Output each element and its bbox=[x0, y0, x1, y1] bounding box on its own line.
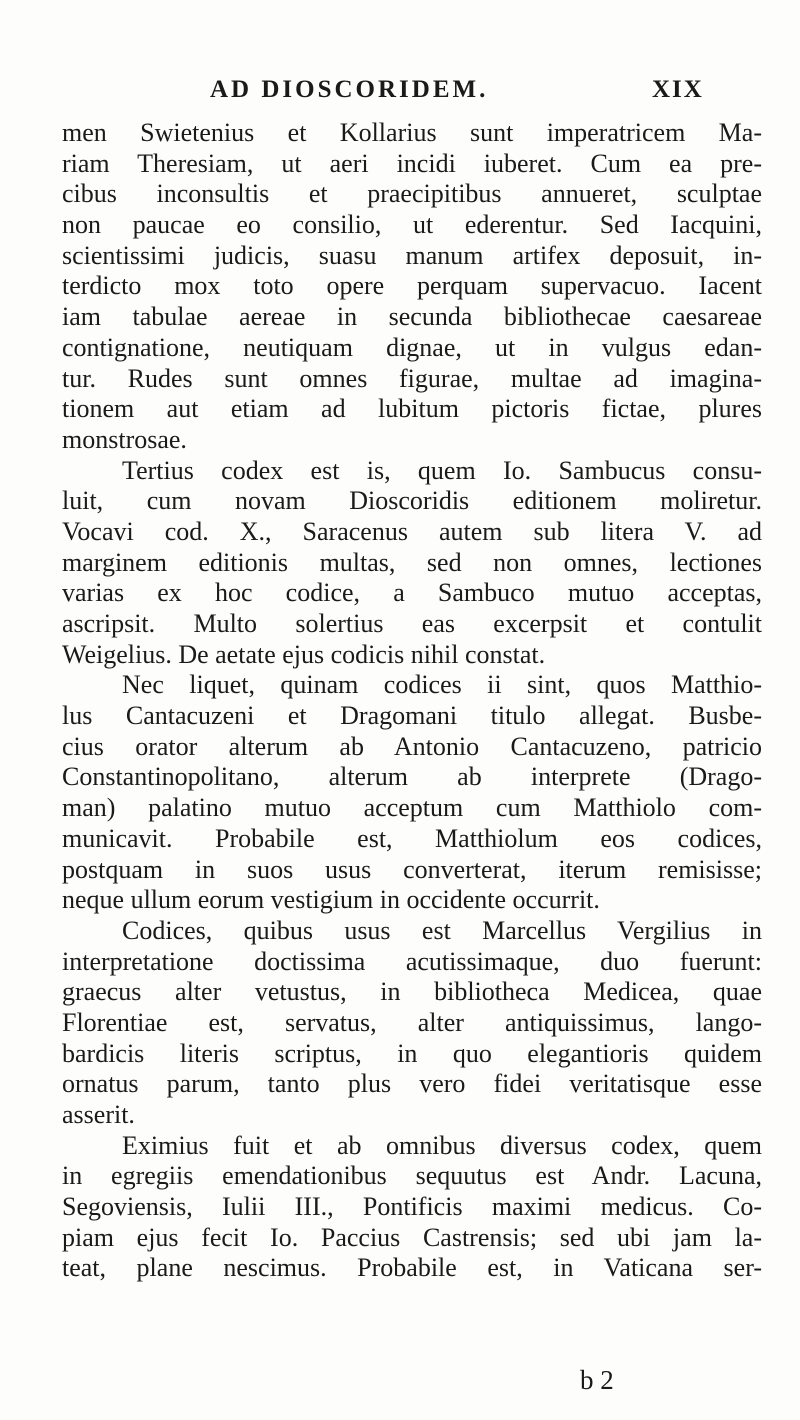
text-line: Codices, quibus usus est Marcellus Vergilius in bbox=[122, 915, 762, 945]
text-line: Weigelius. De aetate ejus codicis nihil constat. bbox=[62, 639, 546, 669]
text-line: piam ejus fecit Io. Paccius Castrensis; sed ubi jam la- bbox=[62, 1222, 762, 1252]
text-line: Tertius codex est is, quem Io. Sambucus consu- bbox=[122, 455, 762, 485]
page-header bbox=[0, 76, 800, 112]
text-line: scientissimi judicis, suasu manum artifex deposuit, in- bbox=[62, 240, 762, 270]
page-number: XIX bbox=[652, 76, 704, 103]
text-line: cius orator alterum ab Antonio Cantacuzeno, patricio bbox=[62, 731, 762, 761]
text-line: marginem editionis multas, sed non omnes, lectiones bbox=[62, 547, 762, 577]
text-line: man) palatino mutuo acceptum cum Matthiolo com- bbox=[62, 793, 762, 823]
text-line: neque ullum eorum vestigium in occidente occurrit. bbox=[62, 885, 600, 915]
text-line: tionem aut etiam ad lubitum pictoris fictae, plures bbox=[62, 394, 762, 424]
text-line: interpretatione doctissima acutissimaque, duo fuerunt: bbox=[62, 946, 762, 976]
text-line: varias ex hoc codice, a Sambuco mutuo acceptas, bbox=[62, 578, 762, 608]
text-line: in egregiis emendationibus sequutus est Andr. Lacuna, bbox=[62, 1161, 762, 1191]
body-text bbox=[62, 118, 762, 1284]
text-line: terdicto mox toto opere perquam supervacuo. Iacent bbox=[62, 271, 762, 301]
text-line: Florentiae est, servatus, alter antiquissimus, lango- bbox=[62, 1007, 762, 1037]
text-line: Constantinopolitano, alterum ab interprete (Drago- bbox=[62, 762, 762, 792]
text-line: postquam in suos usus converterat, iterum remisisse; bbox=[62, 854, 762, 884]
text-line: ascripsit. Multo solertius eas excerpsit et contulit bbox=[62, 609, 762, 638]
text-line: ornatus parum, tanto plus vero fidei veritatisque esse bbox=[62, 1069, 762, 1099]
text-line: monstrosae. bbox=[62, 424, 187, 454]
text-line: Segoviensis, Iulii III., Pontificis maximi medicus. Co- bbox=[62, 1192, 762, 1222]
text-line: asserit. bbox=[62, 1100, 135, 1129]
signature-mark: b 2 bbox=[580, 1365, 614, 1395]
text-line: riam Theresiam, ut aeri incidi iuberet. Cum ea pre- bbox=[62, 148, 762, 178]
text-line: luit, cum novam Dioscoridis editionem moliretur. bbox=[62, 486, 762, 516]
text-line: non paucae eo consilio, ut ederentur. Sed Iacquini, bbox=[62, 210, 762, 240]
text-line: contignatione, neutiquam dignae, ut in vulgus edan- bbox=[62, 332, 762, 362]
text-line: bardicis literis scriptus, in quo elegantioris quidem bbox=[62, 1038, 762, 1068]
running-head: AD DIOSCORIDEM. bbox=[210, 76, 489, 103]
text-line: municavit. Probabile est, Matthiolum eos codices, bbox=[62, 823, 762, 853]
text-line: cibus inconsultis et praecipitibus annueret, sculptae bbox=[62, 179, 762, 209]
text-line: lus Cantacuzeni et Dragomani titulo allegat. Busbe- bbox=[62, 701, 762, 731]
text-line: Vocavi cod. X., Saracenus autem sub litera V. ad bbox=[62, 516, 762, 546]
text-line: men Swietenius et Kollarius sunt imperatricem Ma- bbox=[62, 118, 762, 147]
text-line: tur. Rudes sunt omnes figurae, multae ad imagina- bbox=[62, 363, 762, 393]
text-line: graecus alter vetustus, in bibliotheca Medicea, quae bbox=[62, 977, 762, 1007]
text-line: iam tabulae aereae in secunda bibliothecae caesareae bbox=[62, 302, 762, 332]
text-line: teat, plane nescimus. Probabile est, in Vaticana ser- bbox=[62, 1253, 762, 1283]
text-line: Nec liquet, quinam codices ii sint, quos Matthio- bbox=[122, 670, 762, 700]
text-line: Eximius fuit et ab omnibus diversus codex, quem bbox=[122, 1130, 762, 1160]
